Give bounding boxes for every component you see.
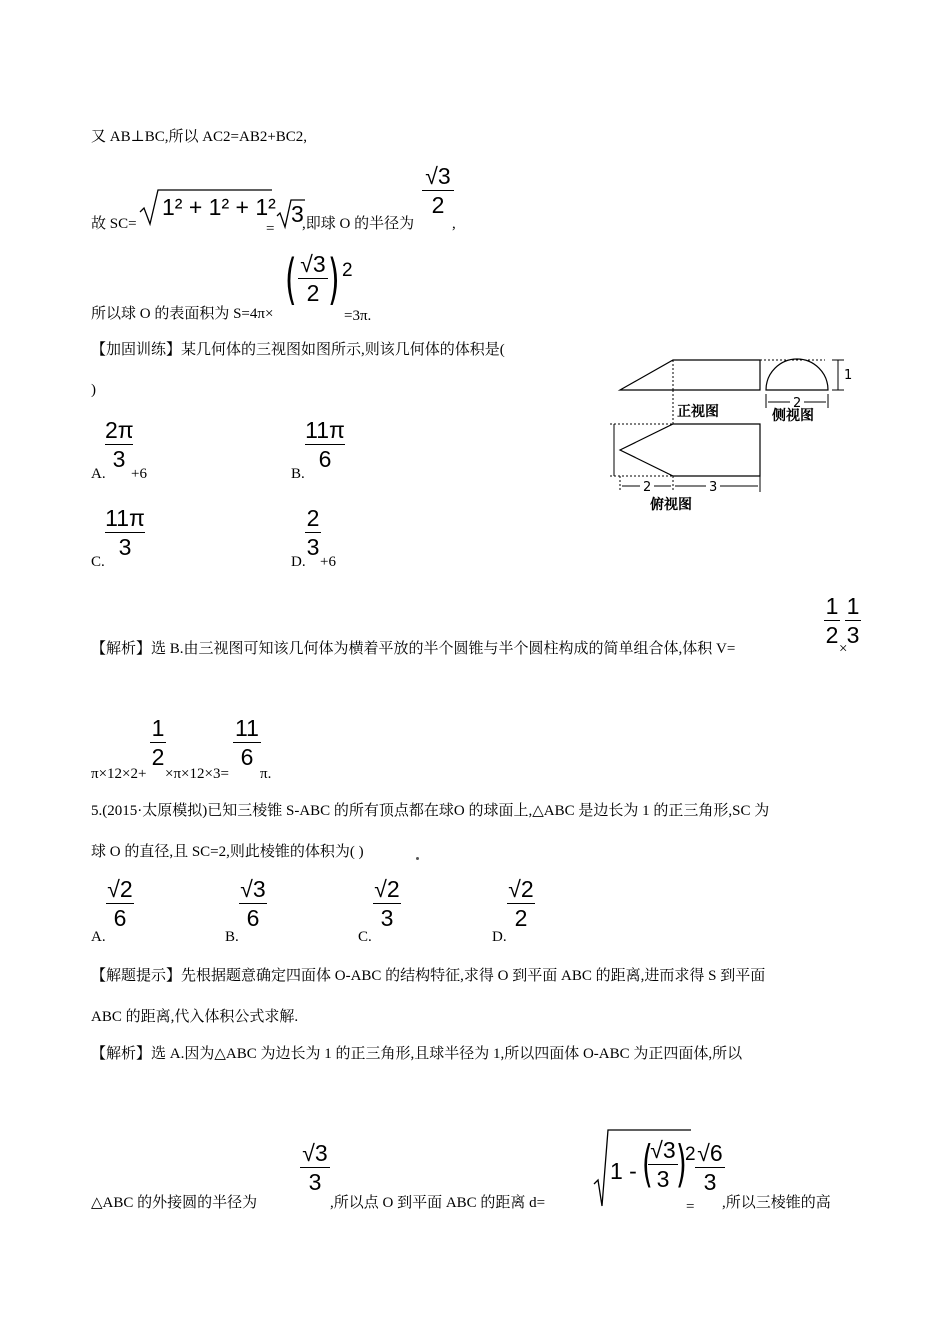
exponent: 2 xyxy=(342,260,353,281)
radical-one-minus: 1 - xyxy=(610,1158,637,1184)
radical-fraction xyxy=(648,1138,678,1191)
stray-dot xyxy=(416,857,419,860)
fraction-denominator: 3 xyxy=(380,905,394,931)
option-b-label[interactable]: B. xyxy=(291,466,305,482)
distance-radical xyxy=(592,1128,696,1208)
fraction-denominator: 6 xyxy=(246,905,260,931)
fraction-numerator: 11π xyxy=(305,417,345,443)
equals-sign: = xyxy=(266,221,275,237)
fraction-numerator: √2 xyxy=(107,876,133,902)
text-sc-prefix: 故 SC= xyxy=(91,216,137,232)
fraction-numerator: 2π xyxy=(105,417,134,443)
q5-option-d-label[interactable]: D. xyxy=(492,929,507,945)
paren-close: ) xyxy=(676,1135,687,1193)
fraction-numerator: √3 xyxy=(240,876,266,902)
fraction-denominator: 6 xyxy=(113,905,127,931)
q5-option-d-fraction xyxy=(507,877,535,930)
fraction-half xyxy=(824,594,840,647)
fraction-denominator: 3 xyxy=(308,1169,322,1195)
fraction-circumradius xyxy=(300,1141,330,1194)
paren-open: ( xyxy=(285,248,297,311)
option-a-fraction xyxy=(105,418,133,471)
dim-side-width-label: 2 xyxy=(793,396,802,411)
fraction-numerator: √3 xyxy=(302,1140,328,1166)
hint-line-1: 【解题提示】先根据题意确定四面体 O-ABC 的结构特征,求得 O 到平面 ABC 的距离,进而求得 S 到平面 xyxy=(91,968,766,984)
fraction-numerator: 1 xyxy=(151,715,165,741)
comma: , xyxy=(452,216,456,232)
sqrt-three-value: 3 xyxy=(291,201,304,227)
q5-option-a-label[interactable]: A. xyxy=(91,929,106,945)
paren-close: ) xyxy=(328,248,340,311)
fraction-denominator: 2 xyxy=(431,192,445,218)
q5-option-b-label[interactable]: B. xyxy=(225,929,239,945)
fraction-numerator: √3 xyxy=(300,251,326,277)
option-a-tail: +6 xyxy=(131,466,147,482)
fraction-denominator: 2 xyxy=(151,744,165,770)
fraction-denominator: 3 xyxy=(656,1166,670,1192)
text-surface-area: 所以球 O 的表面积为 S=4π× xyxy=(91,306,274,322)
q5-option-a-fraction xyxy=(106,877,134,930)
fraction-radius xyxy=(422,164,454,217)
dim-top-right-label: 3 xyxy=(709,480,718,495)
front-view-shape xyxy=(620,360,760,390)
top-view-shape xyxy=(620,424,760,476)
text-radius-phrase: ,即球 O 的半径为 xyxy=(302,216,415,232)
radical-exponent: 2 xyxy=(685,1144,696,1165)
analysis-2-mid: ,所以点 O 到平面 ABC 的距离 d= xyxy=(330,1195,546,1211)
fraction-numerator: √2 xyxy=(374,876,400,902)
q5-line-2: 球 O 的直径,且 SC=2,则此棱锥的体积为( ) xyxy=(91,844,364,860)
fraction-numerator: √3 xyxy=(425,163,451,189)
dim-height-label: 1 xyxy=(844,368,853,383)
top-view-label: 俯视图 xyxy=(650,497,692,513)
analysis-1-line2-c: π. xyxy=(260,766,272,782)
practice-paren-close: ) xyxy=(91,382,96,398)
fraction-distance xyxy=(695,1141,725,1194)
q5-line-1: 5.(2015·太原模拟)已知三棱锥 S-ABC 的所有顶点都在球O 的球面上,△ABC 是边长为 1 的正三角形,SC 为 xyxy=(91,803,770,819)
option-b-fraction xyxy=(305,418,345,471)
analysis-1-line2-b: ×π×12×3= xyxy=(165,766,229,782)
side-view-label: 侧视图 xyxy=(772,408,814,424)
analysis-2-line-1: 【解析】选 A.因为△ABC 为边长为 1 的正三角形,且球半径为 1,所以四面体 O-ABC 为正四面体,所以 xyxy=(91,1046,743,1062)
q5-option-b-fraction xyxy=(239,877,267,930)
fraction-denominator: 6 xyxy=(318,446,332,472)
analysis-2-tail: ,所以三棱锥的高 xyxy=(722,1195,831,1211)
fraction-denominator: 3 xyxy=(118,534,132,560)
hint-line-2: ABC 的距离,代入体积公式求解. xyxy=(91,1009,299,1025)
side-view-shape xyxy=(766,359,828,390)
dim-top-left-label: 2 xyxy=(643,480,652,495)
option-a-label[interactable]: A. xyxy=(91,466,106,482)
text-line-1: 又 AB⊥BC,所以 AC2=AB2+BC2, xyxy=(91,129,308,145)
fraction-denominator: 3 xyxy=(112,446,126,472)
option-d-label[interactable]: D. xyxy=(291,554,306,570)
practice-heading: 【加固训练】某几何体的三视图如图所示,则该几何体的体积是( xyxy=(91,342,505,358)
fraction-denominator: 6 xyxy=(240,744,254,770)
fraction-denominator: 2 xyxy=(306,280,320,306)
fraction-numerator: √3 xyxy=(650,1137,676,1163)
paren-open: ( xyxy=(642,1135,653,1193)
fraction-numerator: 11 xyxy=(235,715,259,741)
fraction-half-2 xyxy=(150,716,166,769)
fraction-denominator: 3 xyxy=(306,534,320,560)
analysis-1-line2-a: π×12×2+ xyxy=(91,766,147,782)
times-sign: × xyxy=(839,641,848,657)
option-c-fraction xyxy=(105,506,145,559)
fraction-numerator: 11π xyxy=(105,505,145,531)
fraction-third xyxy=(845,594,861,647)
q5-option-c-fraction xyxy=(373,877,401,930)
q5-option-c-label[interactable]: C. xyxy=(358,929,372,945)
fraction-denominator: 3 xyxy=(846,622,860,648)
equals-sign-2: = xyxy=(686,1199,695,1215)
fraction-denominator: 2 xyxy=(825,622,839,648)
radicand-sum: 1² + 1² + 1² xyxy=(162,194,276,220)
fraction-numerator: 1 xyxy=(846,593,860,619)
analysis-2-pre: △ABC 的外接圆的半径为 xyxy=(91,1195,258,1211)
fraction-numerator: √2 xyxy=(508,876,534,902)
option-c-label[interactable]: C. xyxy=(91,554,105,570)
fraction-numerator: √6 xyxy=(697,1140,723,1166)
analysis-1-text: 【解析】选 B.由三视图可知该几何体为横着平放的半个圆锥与半个圆柱构成的简单组合体,体积 V= xyxy=(91,641,736,657)
fraction-numerator: 2 xyxy=(306,505,320,531)
fraction-paren xyxy=(298,252,328,305)
option-d-fraction xyxy=(305,506,321,559)
text-result: =3π. xyxy=(344,308,372,324)
three-view-figure xyxy=(600,352,860,522)
fraction-denominator: 3 xyxy=(703,1169,717,1195)
fraction-eleven-sixths xyxy=(233,716,261,769)
fraction-numerator: 1 xyxy=(825,593,839,619)
option-d-tail: +6 xyxy=(320,554,336,570)
sqrt-sum-expression xyxy=(138,188,276,233)
fraction-denominator: 2 xyxy=(514,905,528,931)
front-view-label: 正视图 xyxy=(677,404,719,420)
